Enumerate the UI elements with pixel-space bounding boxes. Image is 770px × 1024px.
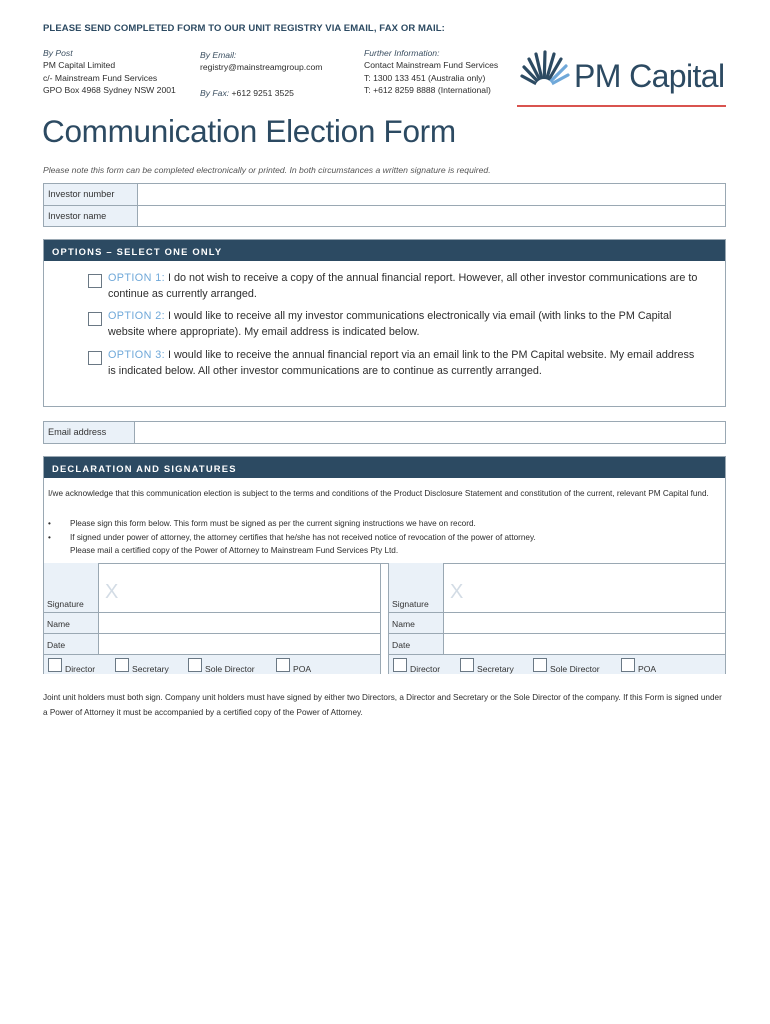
signature-block-2 [388,563,726,674]
post-line-2: c/- Mainstream Fund Services [43,72,158,83]
investor-name-field[interactable] [138,206,725,226]
by-fax-label: By Fax: [200,87,230,98]
info-line-3: T: +612 8259 8888 (International) [364,85,491,96]
option-3-checkbox[interactable] [88,351,102,365]
fax-line [200,87,322,99]
role-secretary[interactable] [460,658,514,672]
role-checkbox[interactable] [393,658,407,672]
role-row [389,654,725,674]
further-info-label: Further Information: [364,48,440,58]
email-row [44,422,725,443]
signature-row [389,563,725,612]
role-checkbox[interactable] [533,658,547,672]
email-table [43,421,726,444]
info-line-2: T: 1300 133 451 (Australia only) [364,72,486,83]
role-checkbox[interactable] [115,658,129,672]
pm-capital-logo [518,50,728,98]
role-label: Director [410,664,441,674]
options-section [43,239,726,407]
role-secretary[interactable] [115,658,169,672]
date-label: Date [44,634,99,654]
info-line-1: Contact Mainstream Fund Services [364,60,499,71]
signature-x-mark[interactable]: X [105,581,119,603]
signature-block-1 [43,563,381,674]
option-2-description: I would like to receive all my investor communications electronically via email (with links to the PM Capital website where appropriate). My email address is indicated below. [108,310,672,338]
declaration-heading: DECLARATION AND SIGNATURES [44,457,725,478]
by-email-label: By Email: [200,50,237,60]
page-title: Communication Election Form [42,113,456,149]
option-1-text [108,270,700,302]
investor-details-table [43,183,726,227]
investor-name-row [44,205,725,226]
role-label: Director [65,664,96,674]
role-row [44,654,380,674]
role-checkbox[interactable] [621,658,635,672]
investor-number-field[interactable] [138,184,725,205]
name-label: Name [389,613,444,633]
role-poa[interactable] [621,658,656,672]
role-label: Sole Director [205,664,255,674]
form-note: Please note this form can be completed electronically or printed. In both circumstances a written signature is required. [43,165,491,175]
option-3-text [108,347,700,379]
option-1-description: I do not wish to receive a copy of the annual financial report. However, all other investor communications are to continue as currently arranged. [108,272,698,300]
role-checkbox[interactable] [460,658,474,672]
date-label: Date [389,634,444,654]
name-row[interactable] [44,612,380,633]
role-director[interactable] [48,658,95,672]
role-checkbox[interactable] [188,658,202,672]
option-2-text [108,308,700,340]
email-address-label: Email address [44,422,135,443]
signature-label: Signature [389,563,444,612]
role-label: POA [293,664,312,674]
option-3-description: I would like to receive the annual financial report via an email link to the PM Capital website. My email address is indicated below. All other investor communications are to continue as currently arranged. [108,349,695,377]
contact-by-post [43,47,176,97]
bullet-dot: • [48,532,51,542]
signature-x-mark[interactable]: X [450,581,464,603]
header-divider [517,105,726,107]
name-row[interactable] [389,612,725,633]
option-2-tag: OPTION 2: [108,310,165,322]
declaration-text: I/we acknowledge that this communication election is subject to the terms and conditions of the Product Disclosure Statement and constitution of the current, relevant PM Capital fund. [48,489,709,498]
role-label: Secretary [132,664,169,674]
by-post-label: By Post [43,48,73,58]
role-poa[interactable] [276,658,311,672]
contact-by-email [200,49,322,99]
investor-name-label: Investor name [44,206,138,226]
post-line-3: GPO Box 4968 Sydney NSW 2001 [43,85,176,96]
investor-number-row [44,184,725,205]
bullet-dot: • [48,519,51,528]
options-heading: OPTIONS – SELECT ONE ONLY [44,240,725,261]
email-address-field[interactable] [135,422,725,443]
sunburst-icon [518,50,570,98]
bullet-2 [48,531,718,545]
investor-number-label: Investor number [44,184,138,205]
option-1-checkbox[interactable] [88,274,102,288]
joint-holders-note: Joint unit holders must both sign. Company unit holders must have signed by either two Directors, a Director and Secretary or the Sole Director of the company. If this Form is signed under a Power of Attorney it must be accompanied by a certified copy of the Power of Attorney. [43,693,722,717]
declaration-bullets [48,517,718,558]
bullet-1 [48,517,718,531]
signature-row [44,563,380,612]
date-row[interactable] [44,633,380,654]
name-label: Name [44,613,99,633]
fax-number: +612 9251 3525 [231,87,294,98]
role-checkbox[interactable] [276,658,290,672]
option-2-checkbox[interactable] [88,312,102,326]
send-instructions: PLEASE SEND COMPLETED FORM TO OUR UNIT REGISTRY VIA EMAIL, FAX OR MAIL: [43,23,445,34]
bullet-2-text: If signed under power of attorney, the attorney certifies that he/she has not received notice of revocation of the power of attorney. [70,532,536,542]
bullet-2-continuation: Please mail a certified copy of the Power of Attorney to Mainstream Fund Services Pty Ltd. [70,546,399,556]
contact-further-info [364,47,498,97]
role-label: Secretary [477,664,514,674]
option-3-tag: OPTION 3: [108,349,165,361]
declaration-section [43,456,726,564]
post-line-1: PM Capital Limited [43,60,116,71]
date-row[interactable] [389,633,725,654]
bullet-1-text: Please sign this form below. This form must be signed as per the current signing instructions we have on record. [70,519,476,528]
logo-text: PM Capital [574,58,725,94]
role-checkbox[interactable] [48,658,62,672]
option-1-tag: OPTION 1: [108,272,165,284]
signature-label: Signature [44,563,99,612]
role-label: POA [638,664,657,674]
role-label: Sole Director [550,664,600,674]
role-sole-director[interactable] [533,658,600,672]
role-director[interactable] [393,658,440,672]
email-address-text: registry@mainstreamgroup.com [200,62,323,73]
role-sole-director[interactable] [188,658,255,672]
